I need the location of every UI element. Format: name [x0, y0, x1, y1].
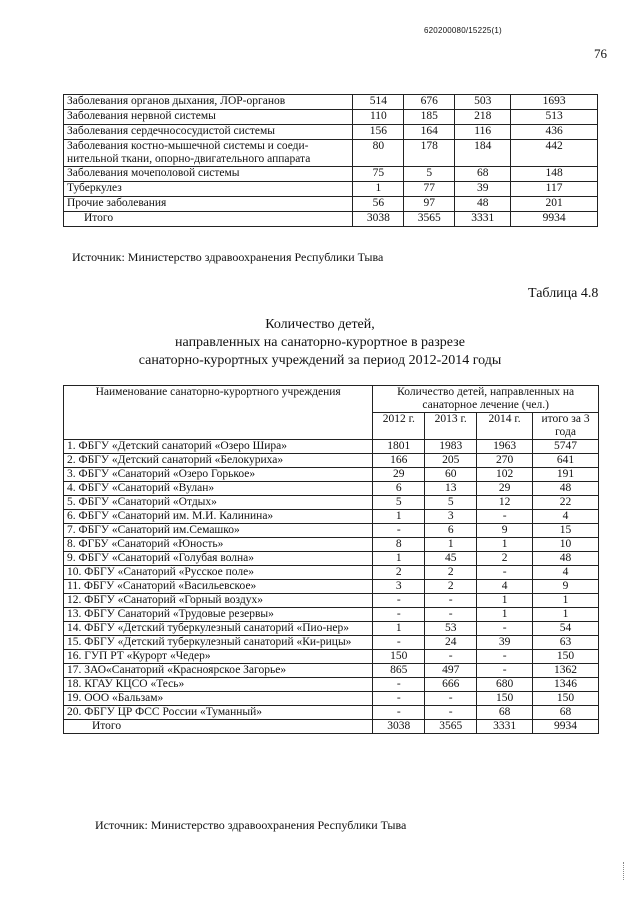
row-value: 497 — [425, 664, 477, 678]
row-value: 2 — [425, 566, 477, 580]
table-row — [64, 538, 599, 552]
row-value: 68 — [533, 706, 599, 720]
source-note: Источник: Министерство здравоохранения Республики Тыва — [72, 250, 384, 264]
row-value: 3038 — [373, 720, 425, 734]
row-name: Прочие заболевания — [64, 197, 353, 212]
row-value: 270 — [477, 454, 533, 468]
row-value: - — [477, 510, 533, 524]
row-name: Заболевания костно-мышечной системы и соеди-нительной ткани, опорно-двигательного аппарата — [64, 140, 353, 167]
row-value: 1 — [477, 594, 533, 608]
table-label: Таблица 4.8 — [528, 286, 599, 301]
row-value: 3 — [373, 580, 425, 594]
source-note: Источник: Министерство здравоохранения Республики Тыва — [95, 818, 407, 832]
table-row — [64, 566, 599, 580]
row-value: 6 — [373, 482, 425, 496]
row-value: 150 — [533, 650, 599, 664]
row-value: 10 — [533, 538, 599, 552]
document-code: 620200080/15225(1) — [424, 26, 502, 35]
row-value: 442 — [511, 140, 598, 167]
row-name: 13. ФБГУ Санаторий «Трудовые резервы» — [64, 608, 373, 622]
row-value: 39 — [477, 636, 533, 650]
row-value: 29 — [373, 468, 425, 482]
table-row — [64, 706, 599, 720]
row-value: 3565 — [404, 212, 455, 227]
table-row — [64, 608, 599, 622]
row-value: 178 — [404, 140, 455, 167]
year-header: 2014 г. — [477, 413, 533, 440]
row-name: 15. ФБГУ «Детский туберкулезный санаторий «Ки-рицы» — [64, 636, 373, 650]
table-title-line: направленных на санаторно-курортное в разрезе — [175, 335, 465, 350]
table-row — [64, 110, 598, 125]
row-name: Заболевания нервной системы — [64, 110, 353, 125]
row-name: Туберкулез — [64, 182, 353, 197]
row-name: 11. ФБГУ «Санаторий «Васильевское» — [64, 580, 373, 594]
row-value: - — [373, 524, 425, 538]
row-value: 5 — [425, 496, 477, 510]
row-value: - — [477, 622, 533, 636]
row-name: 12. ФБГУ «Санаторий «Горный воздух» — [64, 594, 373, 608]
row-value: 1 — [477, 538, 533, 552]
row-value: 1983 — [425, 440, 477, 454]
row-value: 5 — [373, 496, 425, 510]
table-row — [64, 182, 598, 197]
row-name: 17. ЗАО«Санаторий «Красноярское Загорье» — [64, 664, 373, 678]
row-value: 1 — [533, 594, 599, 608]
table-row — [64, 440, 599, 454]
row-value: 1 — [373, 510, 425, 524]
row-value: 63 — [533, 636, 599, 650]
table-row — [64, 95, 598, 110]
table-row — [64, 720, 599, 734]
row-name: 16. ГУП РТ «Курорт «Чедер» — [64, 650, 373, 664]
row-name: 5. ФБГУ «Санаторий «Отдых» — [64, 496, 373, 510]
row-value: 680 — [477, 678, 533, 692]
row-value: 503 — [455, 95, 511, 110]
row-value: 201 — [511, 197, 598, 212]
table-title-line: Количество детей, — [265, 317, 375, 332]
table-row — [64, 580, 599, 594]
row-value: - — [477, 566, 533, 580]
row-value: 1 — [373, 622, 425, 636]
row-value: 150 — [477, 692, 533, 706]
row-name: 3. ФБГУ «Санаторий «Озеро Горькое» — [64, 468, 373, 482]
row-value: 110 — [353, 110, 404, 125]
year-header: 2013 г. — [425, 413, 477, 440]
table-row — [64, 482, 599, 496]
row-value: 9934 — [533, 720, 599, 734]
row-value: 5747 — [533, 440, 599, 454]
row-value: - — [373, 636, 425, 650]
row-name: 9. ФБГУ «Санаторий «Голубая волна» — [64, 552, 373, 566]
row-name: 20. ФБГУ ЦР ФСС России «Туманный» — [64, 706, 373, 720]
row-value: - — [425, 692, 477, 706]
row-name: Итого — [64, 720, 373, 734]
table-row — [64, 167, 598, 182]
row-name: 19. ООО «Бальзам» — [64, 692, 373, 706]
row-value: 148 — [511, 167, 598, 182]
row-name: 10. ФБГУ «Санаторий «Русское поле» — [64, 566, 373, 580]
row-value: 9 — [477, 524, 533, 538]
table-title — [100, 316, 540, 370]
row-value: 45 — [425, 552, 477, 566]
row-value: 191 — [533, 468, 599, 482]
row-value: - — [373, 706, 425, 720]
table-row — [64, 552, 599, 566]
diseases-table-body — [64, 95, 598, 227]
table-row — [64, 510, 599, 524]
row-value: 13 — [425, 482, 477, 496]
table-row — [64, 524, 599, 538]
row-value: 8 — [373, 538, 425, 552]
row-name: Заболевания органов дыхания, ЛОР-органов — [64, 95, 353, 110]
row-value: - — [373, 692, 425, 706]
row-name: 8. ФГБУ «Санаторий «Юность» — [64, 538, 373, 552]
row-value: 865 — [373, 664, 425, 678]
row-name: Заболевания сердечнососудистой системы — [64, 125, 353, 140]
row-value: 1 — [353, 182, 404, 197]
row-name: 7. ФБГУ «Санаторий им.Семашко» — [64, 524, 373, 538]
row-value: - — [477, 664, 533, 678]
diseases-table — [63, 94, 598, 227]
table-row — [64, 212, 598, 227]
table-row — [64, 468, 599, 482]
row-value: 75 — [353, 167, 404, 182]
row-value: 1963 — [477, 440, 533, 454]
table-title-line: санаторно-курортных учреждений за период 2012-2014 годы — [138, 353, 502, 368]
row-value: 60 — [425, 468, 477, 482]
table-row — [64, 140, 598, 167]
row-value: - — [373, 678, 425, 692]
row-value: 513 — [511, 110, 598, 125]
row-value: - — [477, 650, 533, 664]
table-row — [64, 496, 599, 510]
row-value: 514 — [353, 95, 404, 110]
row-name: Итого — [64, 212, 353, 227]
row-value: 676 — [404, 95, 455, 110]
table-row — [64, 636, 599, 650]
row-value: 117 — [511, 182, 598, 197]
table-row — [64, 454, 599, 468]
row-value: 12 — [477, 496, 533, 510]
row-value: 150 — [373, 650, 425, 664]
row-value: 184 — [455, 140, 511, 167]
row-value: 54 — [533, 622, 599, 636]
row-value: 68 — [477, 706, 533, 720]
year-header: 2012 г. — [373, 413, 425, 440]
group-header: Количество детей, направленных на санаторное лечение (чел.) — [373, 386, 599, 413]
row-name: 1. ФБГУ «Детский санаторий «Озеро Шира» — [64, 440, 373, 454]
row-value: 3038 — [353, 212, 404, 227]
row-value: 97 — [404, 197, 455, 212]
table-row — [64, 594, 599, 608]
row-value: 1 — [533, 608, 599, 622]
row-value: 24 — [425, 636, 477, 650]
row-value: 1 — [373, 552, 425, 566]
row-value: - — [425, 706, 477, 720]
row-value: 1693 — [511, 95, 598, 110]
sanatorium-table — [63, 385, 599, 734]
row-value: 3565 — [425, 720, 477, 734]
page-number: 76 — [594, 46, 607, 61]
row-value: - — [373, 594, 425, 608]
total-header: итого за 3 года — [533, 413, 599, 440]
row-value: 164 — [404, 125, 455, 140]
row-name: 2. ФБГУ «Детский санаторий «Белокуриха» — [64, 454, 373, 468]
row-value: 3331 — [477, 720, 533, 734]
table-row — [64, 650, 599, 664]
row-value: 3 — [425, 510, 477, 524]
scan-mark — [623, 862, 632, 880]
table-row — [64, 692, 599, 706]
row-value: 56 — [353, 197, 404, 212]
row-value: 1 — [425, 538, 477, 552]
row-value: - — [425, 608, 477, 622]
header-row — [64, 386, 599, 413]
row-value: 48 — [533, 552, 599, 566]
row-value: 15 — [533, 524, 599, 538]
row-name: Заболевания мочеполовой системы — [64, 167, 353, 182]
row-name: 14. ФБГУ «Детский туберкулезный санаторий «Пио-нер» — [64, 622, 373, 636]
row-value: 9934 — [511, 212, 598, 227]
row-value: 2 — [477, 552, 533, 566]
table-row — [64, 125, 598, 140]
table-row — [64, 664, 599, 678]
row-name: 4. ФБГУ «Санаторий «Вулан» — [64, 482, 373, 496]
row-value: 80 — [353, 140, 404, 167]
row-value: 3331 — [455, 212, 511, 227]
row-value: 150 — [533, 692, 599, 706]
row-value: - — [425, 650, 477, 664]
row-value: - — [373, 608, 425, 622]
row-value: 2 — [373, 566, 425, 580]
row-value: 48 — [533, 482, 599, 496]
row-value: 6 — [425, 524, 477, 538]
row-value: 53 — [425, 622, 477, 636]
row-name: 6. ФБГУ «Санаторий им. М.И. Калинина» — [64, 510, 373, 524]
row-value: 77 — [404, 182, 455, 197]
row-name: 18. КГАУ КЦСО «Тесь» — [64, 678, 373, 692]
row-value: 185 — [404, 110, 455, 125]
row-value: 22 — [533, 496, 599, 510]
table-row — [64, 197, 598, 212]
row-value: 205 — [425, 454, 477, 468]
row-value: 5 — [404, 167, 455, 182]
sanatorium-table-body — [64, 440, 599, 734]
row-value: 2 — [425, 580, 477, 594]
table-row — [64, 678, 599, 692]
row-value: 4 — [533, 510, 599, 524]
row-value: 641 — [533, 454, 599, 468]
table-row — [64, 622, 599, 636]
row-value: 29 — [477, 482, 533, 496]
row-value: 39 — [455, 182, 511, 197]
row-value: 4 — [477, 580, 533, 594]
col-name-header: Наименование санаторно-курортного учреждения — [64, 386, 373, 440]
row-value: - — [425, 594, 477, 608]
row-value: 1346 — [533, 678, 599, 692]
row-value: 166 — [373, 454, 425, 468]
row-value: 1 — [477, 608, 533, 622]
row-value: 68 — [455, 167, 511, 182]
row-value: 666 — [425, 678, 477, 692]
row-value: 436 — [511, 125, 598, 140]
row-value: 156 — [353, 125, 404, 140]
row-value: 9 — [533, 580, 599, 594]
row-value: 48 — [455, 197, 511, 212]
row-value: 116 — [455, 125, 511, 140]
row-value: 102 — [477, 468, 533, 482]
row-value: 218 — [455, 110, 511, 125]
row-value: 1801 — [373, 440, 425, 454]
row-value: 4 — [533, 566, 599, 580]
row-value: 1362 — [533, 664, 599, 678]
